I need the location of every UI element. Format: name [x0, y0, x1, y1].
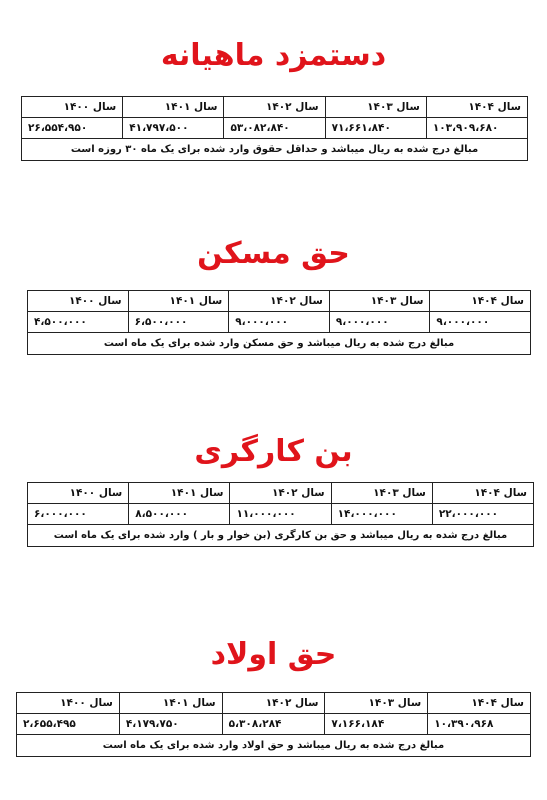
header-year-1403: سال ۱۴۰۳ — [331, 483, 432, 504]
table-header-row — [22, 97, 528, 118]
value-1404: ۹،۰۰۰،۰۰۰ — [430, 312, 531, 333]
section-title-housing-allowance: حق مسکن — [197, 236, 350, 271]
value-1402: ۹،۰۰۰،۰۰۰ — [229, 312, 330, 333]
table-value-row — [28, 504, 534, 525]
header-year-1404: سال ۱۴۰۴ — [428, 693, 531, 714]
table-value-row — [17, 714, 531, 735]
value-1400: ۲۶،۵۵۴،۹۵۰ — [22, 118, 123, 139]
header-year-1402: سال ۱۴۰۲ — [230, 483, 331, 504]
value-1404: ۱۰۳،۹۰۹،۶۸۰ — [426, 118, 527, 139]
table-note: مبالغ درج شده به ریال میباشد و حق مسکن وارد شده برای یک ماه است — [28, 333, 531, 355]
value-1402: ۵،۳۰۸،۲۸۴ — [222, 714, 325, 735]
header-year-1402: سال ۱۴۰۲ — [229, 291, 330, 312]
section-title-worker-voucher: بن کارگری — [194, 434, 353, 469]
header-year-1404: سال ۱۴۰۴ — [432, 483, 533, 504]
table-note-row — [28, 525, 534, 547]
table-header-row — [28, 483, 534, 504]
housing-allowance-table — [27, 290, 531, 355]
value-1403: ۷،۱۶۶،۱۸۴ — [325, 714, 428, 735]
table-note-row — [17, 735, 531, 757]
table-note-row — [22, 139, 528, 161]
value-1403: ۱۴،۰۰۰،۰۰۰ — [331, 504, 432, 525]
value-1400: ۲،۶۵۵،۴۹۵ — [17, 714, 120, 735]
header-year-1401: سال ۱۴۰۱ — [119, 693, 222, 714]
table-note-row — [28, 333, 531, 355]
value-1401: ۴،۱۷۹،۷۵۰ — [119, 714, 222, 735]
value-1403: ۷۱،۶۶۱،۸۴۰ — [325, 118, 426, 139]
header-year-1403: سال ۱۴۰۳ — [325, 693, 428, 714]
header-year-1404: سال ۱۴۰۴ — [430, 291, 531, 312]
header-year-1402: سال ۱۴۰۲ — [224, 97, 325, 118]
header-year-1400: سال ۱۴۰۰ — [28, 483, 129, 504]
table-note: مبالغ درج شده به ریال میباشد و حق اولاد وارد شده برای یک ماه است — [17, 735, 531, 757]
header-year-1401: سال ۱۴۰۱ — [129, 483, 230, 504]
header-year-1403: سال ۱۴۰۳ — [329, 291, 430, 312]
header-year-1401: سال ۱۴۰۱ — [123, 97, 224, 118]
header-year-1401: سال ۱۴۰۱ — [128, 291, 229, 312]
table-header-row — [28, 291, 531, 312]
child-allowance-table — [16, 692, 531, 757]
value-1402: ۵۳،۰۸۲،۸۴۰ — [224, 118, 325, 139]
monthly-wage-table — [21, 96, 528, 161]
header-year-1403: سال ۱۴۰۳ — [325, 97, 426, 118]
header-year-1404: سال ۱۴۰۴ — [426, 97, 527, 118]
header-year-1400: سال ۱۴۰۰ — [17, 693, 120, 714]
header-year-1400: سال ۱۴۰۰ — [28, 291, 129, 312]
value-1403: ۹،۰۰۰،۰۰۰ — [329, 312, 430, 333]
value-1401: ۸،۵۰۰،۰۰۰ — [129, 504, 230, 525]
worker-voucher-table — [27, 482, 534, 547]
value-1404: ۲۲،۰۰۰،۰۰۰ — [432, 504, 533, 525]
value-1400: ۶،۰۰۰،۰۰۰ — [28, 504, 129, 525]
value-1404: ۱۰،۳۹۰،۹۶۸ — [428, 714, 531, 735]
header-year-1402: سال ۱۴۰۲ — [222, 693, 325, 714]
table-note: مبالغ درج شده به ریال میباشد و حداقل حقوق وارد شده برای یک ماه ۳۰ روزه است — [22, 139, 528, 161]
value-1402: ۱۱،۰۰۰،۰۰۰ — [230, 504, 331, 525]
header-year-1400: سال ۱۴۰۰ — [22, 97, 123, 118]
table-value-row — [28, 312, 531, 333]
section-title-child-allowance: حق اولاد — [210, 637, 337, 672]
table-note: مبالغ درج شده به ریال میباشد و حق بن کارگری (بن خوار و بار ) وارد شده برای یک ماه است — [28, 525, 534, 547]
value-1401: ۶،۵۰۰،۰۰۰ — [128, 312, 229, 333]
section-title-monthly-wage: دستمزد ماهیانه — [160, 38, 387, 73]
value-1400: ۴،۵۰۰،۰۰۰ — [28, 312, 129, 333]
table-value-row — [22, 118, 528, 139]
value-1401: ۴۱،۷۹۷،۵۰۰ — [123, 118, 224, 139]
table-header-row — [17, 693, 531, 714]
